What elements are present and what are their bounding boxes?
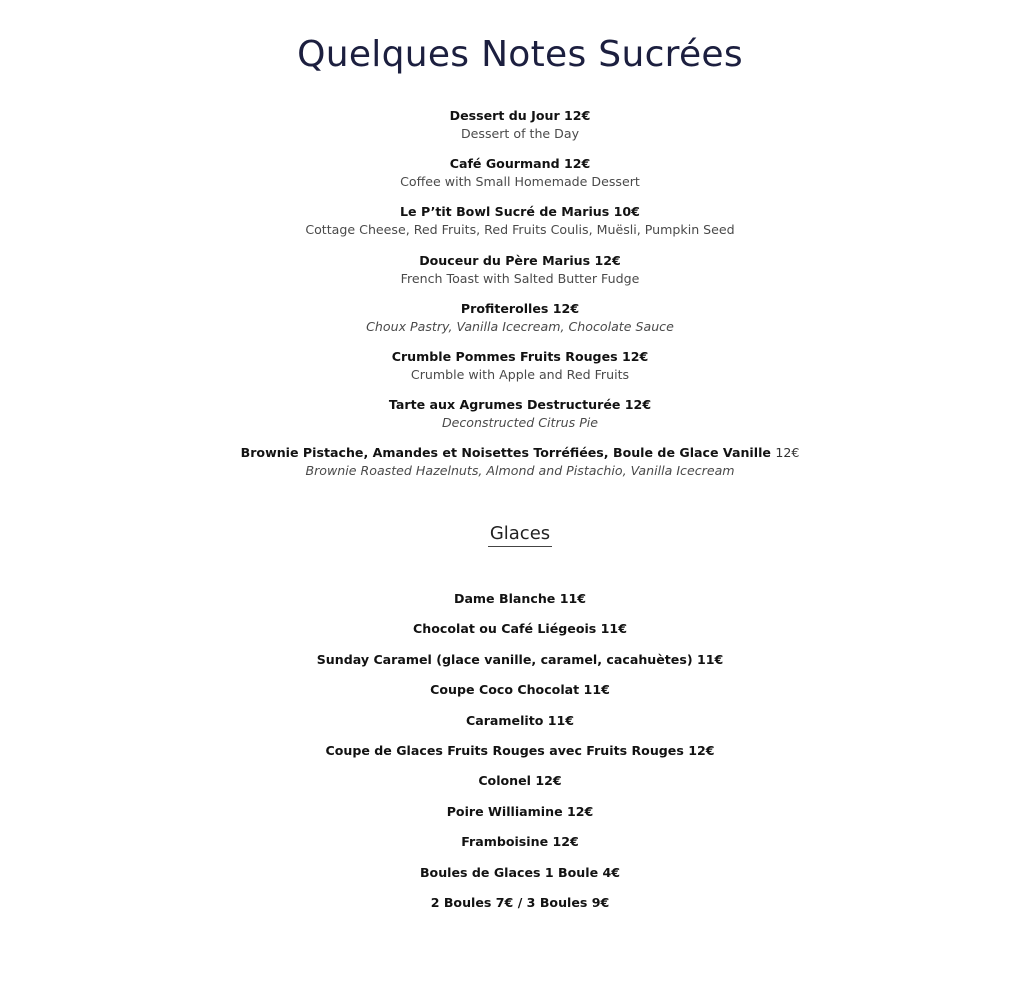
dessert-name: Profiterolles 12€ [460, 300, 580, 316]
glace-item: Coupe Coco Chocolat 11€ [430, 682, 610, 698]
dessert-item [0, 444, 1024, 492]
dessert-name: Tarte aux Agrumes Destructurée 12€ [388, 397, 652, 413]
dessert-item [0, 300, 1024, 348]
dessert-item [0, 396, 1024, 444]
dessert-item [0, 107, 1024, 155]
glace-item: Boules de Glaces 1 Boule 4€ [419, 864, 621, 880]
glace-item: Caramelito 11€ [465, 712, 575, 728]
dessert-description: Brownie Roasted Hazelnuts, Almond and Pistachio, Vanilla Icecream [305, 463, 735, 479]
dessert-description: Choux Pastry, Vanilla Icecream, Chocolate Sauce [366, 318, 674, 334]
dessert-description: Dessert of the Day [460, 126, 580, 141]
dessert-name: Le P’tit Bowl Sucré de Marius 10€ [400, 204, 640, 220]
dessert-description: Cottage Cheese, Red Fruits, Red Fruits Coulis, Muësli, Pumpkin Seed [305, 222, 735, 238]
dessert-name: Douceur du Père Marius 12€ [419, 252, 621, 268]
glaces-section-title [0, 523, 1024, 547]
glace-item: Sunday Caramel (glace vanille, caramel, cacahuètes) 11€ [316, 651, 724, 667]
glace-item: Framboisine 12€ [461, 834, 579, 850]
dessert-description: Deconstructed Citrus Pie [441, 415, 599, 431]
dessert-name: Crumble Pommes Fruits Rouges 12€ [391, 348, 649, 364]
glace-item: Colonel 12€ [478, 773, 562, 789]
dessert-price: 12€ [775, 445, 800, 461]
dessert-name: Café Gourmand 12€ [449, 156, 591, 172]
glace-item: Dame Blanche 11€ [453, 591, 587, 606]
dessert-name: Brownie Pistache, Amandes et Noisettes Torréfiées, Boule de Glace Vanille 12€ [240, 445, 800, 461]
page-title: Quelques Notes Sucrées [297, 34, 743, 75]
dessert-item [0, 155, 1024, 203]
dessert-name: Dessert du Jour 12€ [449, 108, 591, 123]
glaces-title-text: Glaces [488, 523, 552, 547]
glace-item: Chocolat ou Café Liégeois 11€ [413, 621, 627, 637]
dessert-description: Crumble with Apple and Red Fruits [410, 366, 630, 382]
glace-item: Poire Williamine 12€ [446, 803, 594, 819]
desserts-list [0, 107, 1024, 493]
dessert-description: Coffee with Small Homemade Dessert [400, 174, 640, 190]
dessert-description: French Toast with Salted Butter Fudge [400, 270, 640, 286]
dessert-item [0, 348, 1024, 396]
dessert-item [0, 252, 1024, 300]
dessert-item [0, 203, 1024, 251]
glace-item: Coupe de Glaces Fruits Rouges avec Fruits Rouges 12€ [325, 742, 715, 758]
glace-item: 2 Boules 7€ / 3 Boules 9€ [430, 894, 610, 910]
glaces-list [0, 589, 1024, 923]
